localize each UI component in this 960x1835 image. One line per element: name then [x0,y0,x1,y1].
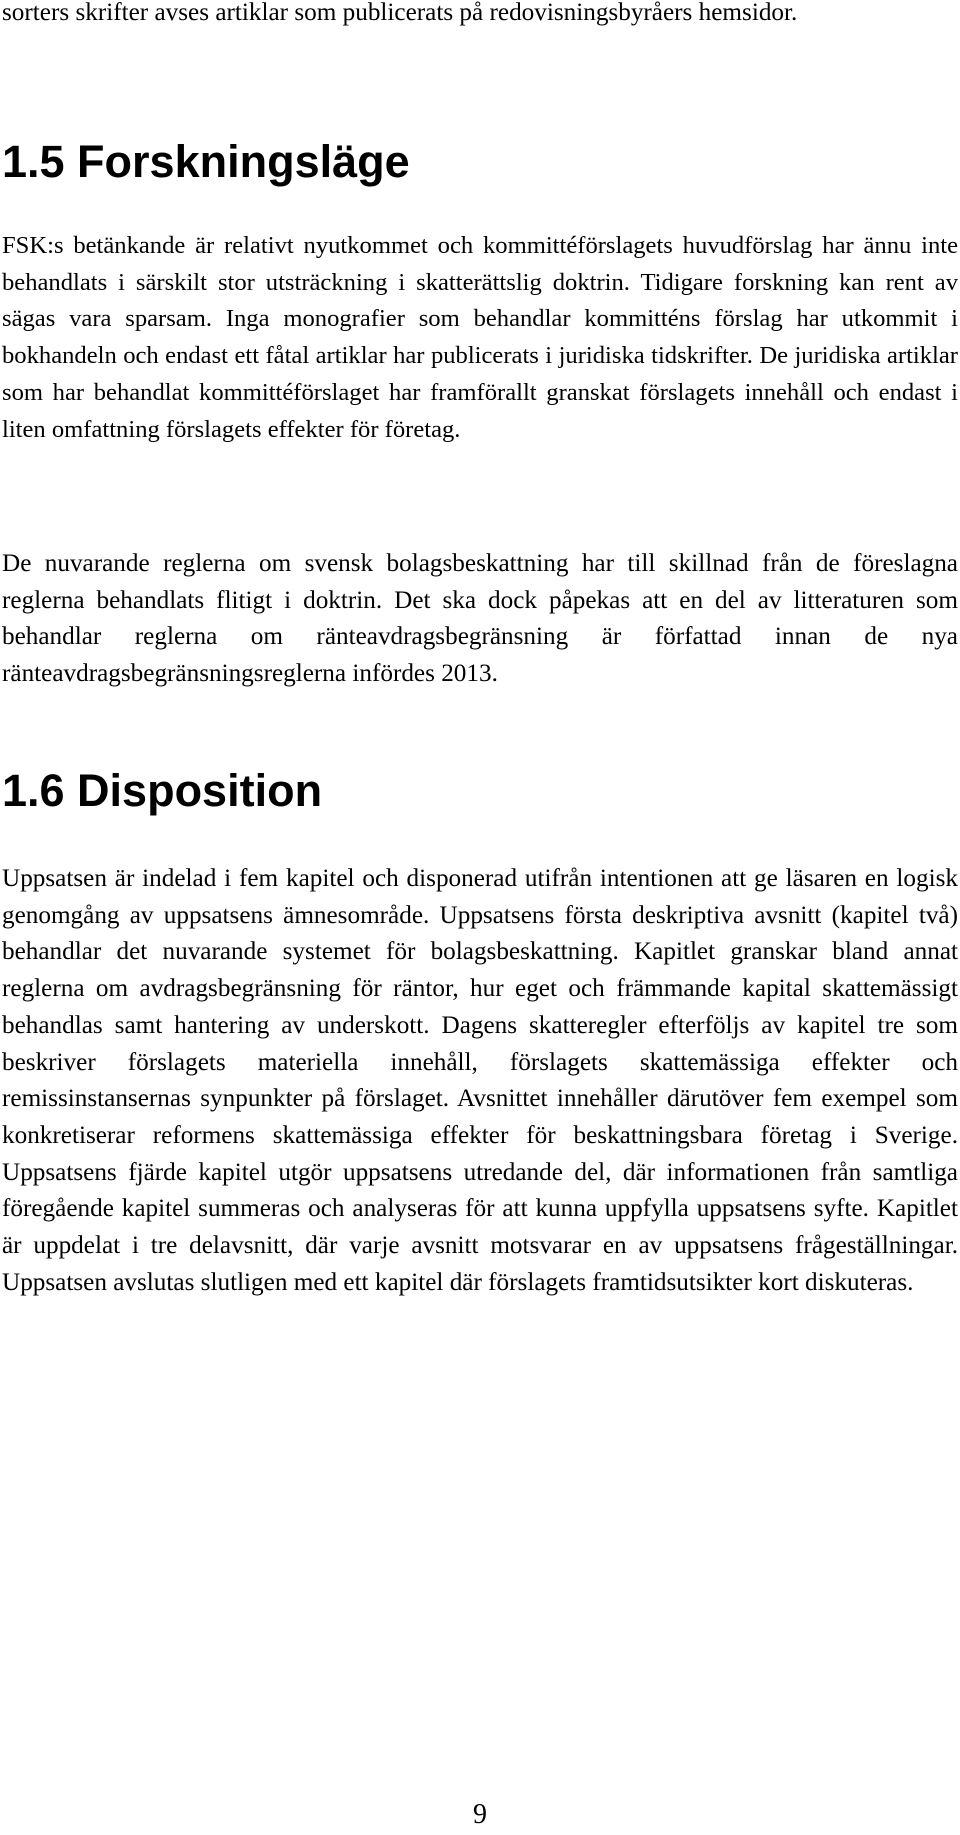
section-heading-forskningslage: 1.5 Forskningsläge [2,136,410,187]
forskningslage-paragraph-1: FSK:s betänkande är relativt nyutkommet och kommittéförslagets huvudförslag har ännu inte behandlats i särskilt stor utsträckning i skatterättslig doktrin. Tidigare forskning kan rent av sägas vara sparsam. Inga monografier som behandlar kommitténs förslag har utkommit i bokhandeln och endast ett fåtal artiklar har publicerats i juridiska tidskrifter. De juridiska artiklar som har behandlat kommittéförslaget har framförallt granskat förslagets innehåll och endast i liten omfattning förslagets effekter för företag. [2,232,958,443]
section-heading-disposition: 1.6 Disposition [2,765,323,816]
continuation-paragraph: sorters skrifter avses artiklar som publicerats på redovisningsbyråers hemsidor. [2,0,798,26]
page-number: 9 [473,1799,487,1830]
forskningslage-paragraph-2: De nuvarande reglerna om svensk bolagsbeskattning har till skillnad från de föreslagna reglerna behandlats flitigt i doktrin. Det ska dock påpekas att en del av litteraturen som behandlar reglerna om ränteavdragsbegränsning är författad innan de nya ränteavdragsbegränsningsreglerna infördes 2013. [2,550,958,688]
disposition-paragraph-1: Uppsatsen är indelad i fem kapitel och disponerad utifrån intentionen att ge läsaren en logisk genomgång av uppsatsens ämnesområde. Uppsatsens första deskriptiva avsnitt (kapitel två) behandlar det nuvarande systemet för bolagsbeskattning. Kapitlet granskar bland annat reglerna om avdragsbegränsning för räntor, hur eget och främmande kapital skattemässigt behandlas samt hantering av underskott. Dagens skatteregler efterföljs av kapitel tre som beskriver förslagets materiella innehåll, förslagets skattemässiga effekter och remissinstansernas synpunkter på förslaget. Avsnittet innehåller därutöver fem exempel som konkretiserar reformens skattemässiga effekter för beskattningsbara företag i Sverige. Uppsatsens fjärde kapitel utgör uppsatsens utredande del, där informationen från samtliga föregående kapitel summeras och analyseras för att kunna uppfylla uppsatsens syfte. Kapitlet är uppdelat i tre delavsnitt, där varje avsnitt motsvarar en av uppsatsens frågeställningar. Uppsatsen avslutas slutligen med ett kapitel där förslagets framtidsutsikter kort diskuteras. [2,865,958,1296]
